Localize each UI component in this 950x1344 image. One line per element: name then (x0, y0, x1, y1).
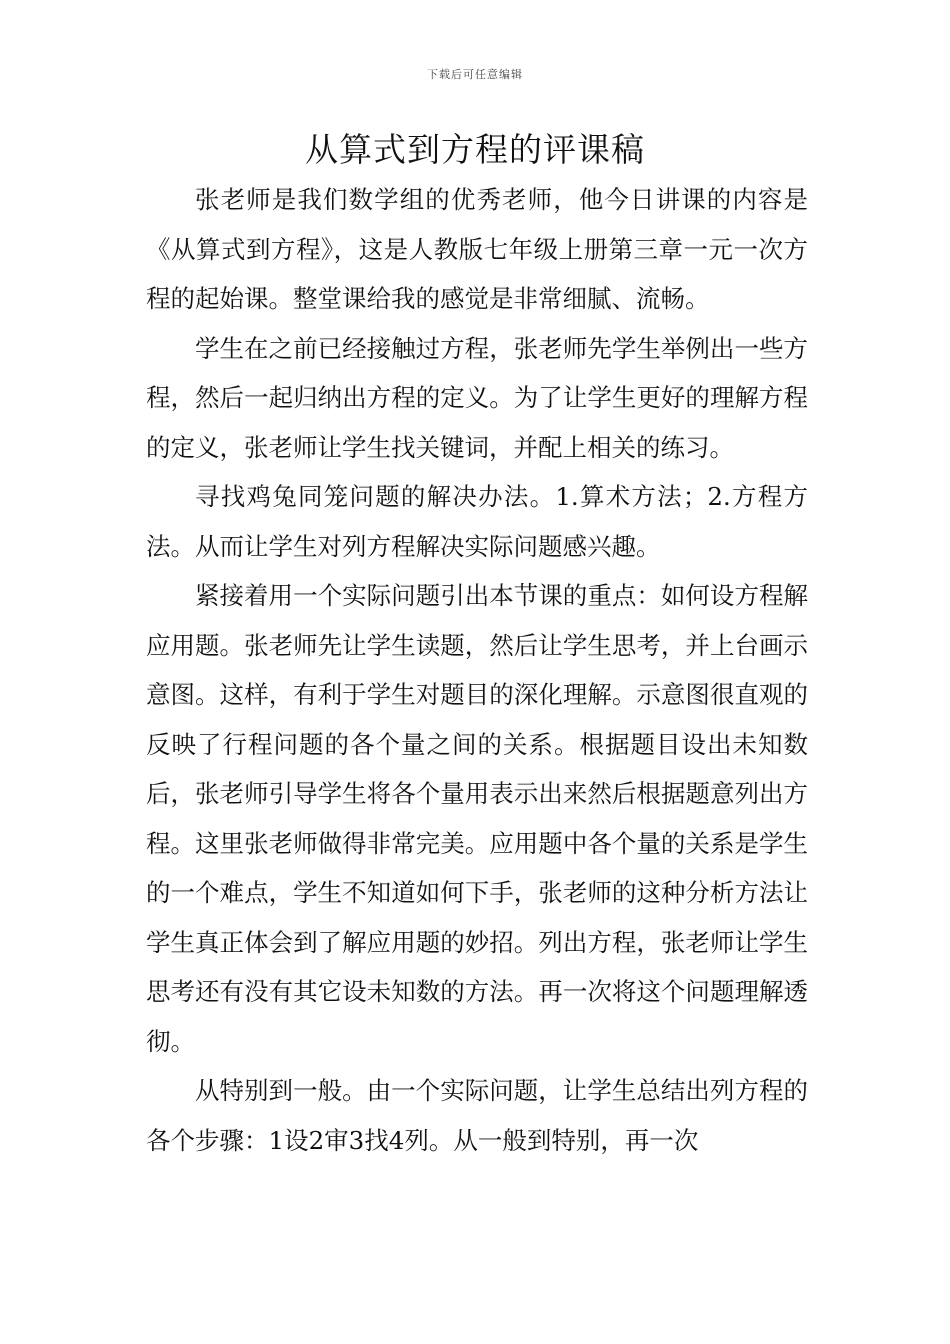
document-body (146, 175, 808, 1165)
paragraph-general: 从特别到一般。由一个实际问题，让学生总结出列方程的各个步骤：1设2审3找4列。从一般到特别，再一次 (146, 1076, 808, 1155)
paragraph-chicken-rabbit: 寻找鸡兔同笼问题的解决办法。1.算术方法；2.方程方法。从而让学生对列方程解决实际问题感兴趣。 (146, 482, 808, 561)
paragraph-definition: 学生在之前已经接触过方程，张老师先学生举例出一些方程，然后一起归纳出方程的定义。为了让学生更好的理解方程的定义，张老师让学生找关键词，并配上相关的练习。 (146, 333, 808, 462)
paragraph-intro: 张老师是我们数学组的优秀老师，他今日讲课的内容是《从算式到方程》，这是人教版七年级上册第三章一元一次方程的起始课。整堂课给我的感觉是非常细腻、流畅。 (146, 185, 808, 313)
paragraph-application: 紧接着用一个实际问题引出本节课的重点：如何设方程解应用题。张老师先让学生读题，然后让学生思考，并上台画示意图。这样，有利于学生对题目的深化理解。示意图很直观的反映了行程问题的各个量之间的关系。根据题目设出未知数后，张老师引导学生将各个量用表示出来然后根据题意列出方程。这里张老师做得非常完美。应用题中各个量的关系是学生的一个难点，学生不知道如何下手，张老师的这种分析方法让学生真正体会到了解应用题的妙招。列出方程，张老师让学生思考还有没有其它设未知数的方法。再一次将这个问题理解透彻。 (146, 581, 808, 1056)
document-title: 从算式到方程的评课稿 (305, 130, 645, 169)
page-header-note: 下载后可任意编辑 (427, 68, 523, 81)
